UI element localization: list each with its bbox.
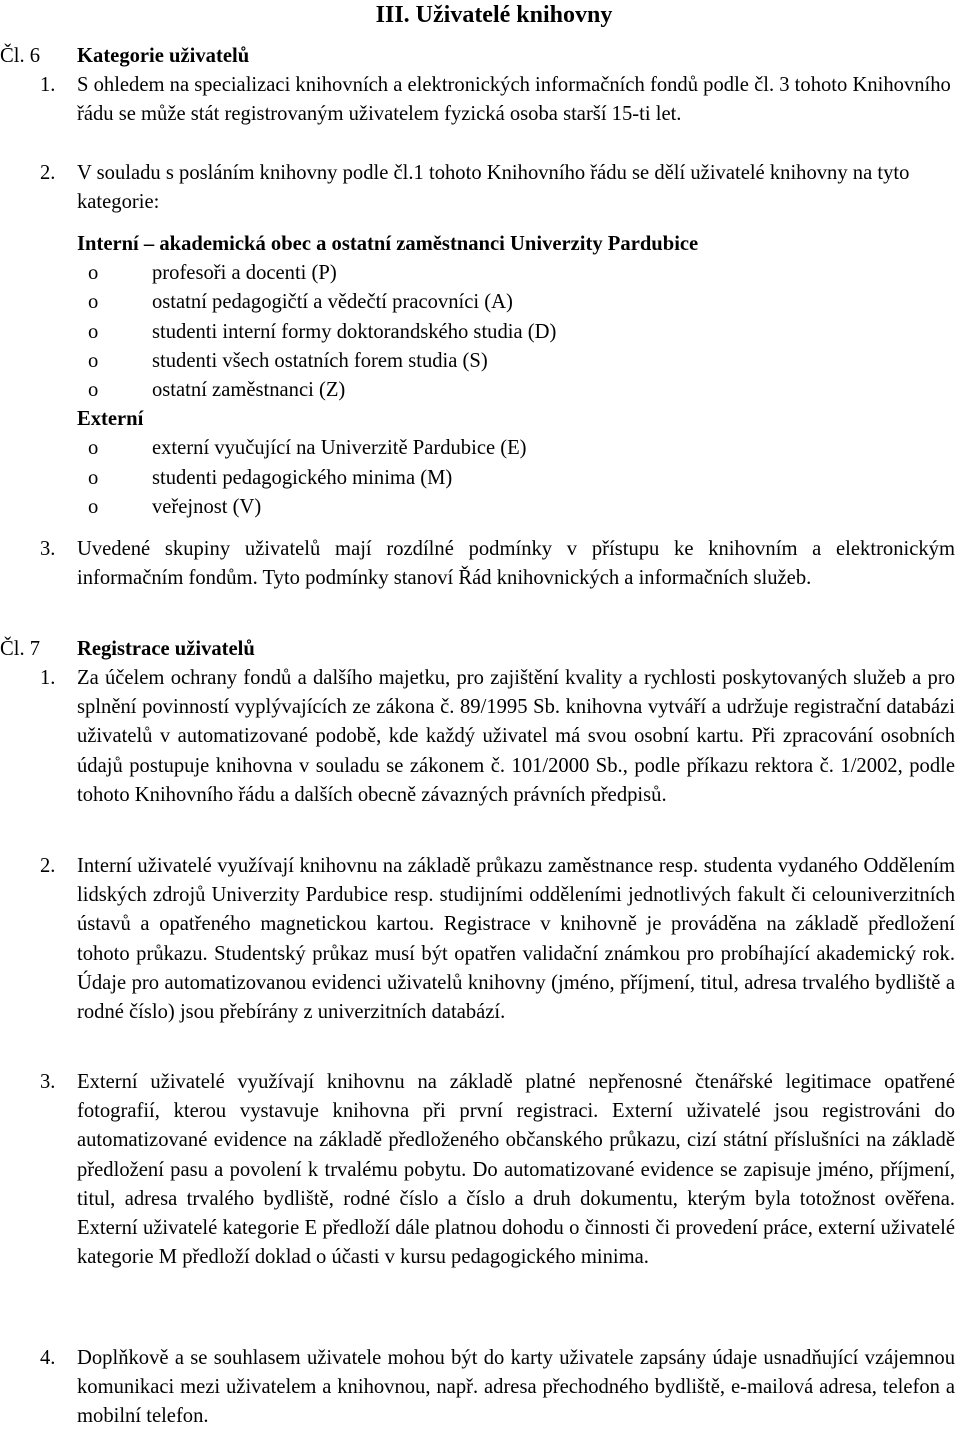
item-text: Externí uživatelé využívají knihovnu na základě platné nepřenosné čtenářské legitimace opatřené fotografií, kterou vystavuje knihovna při první registraci. Externí uživatelé jsou registrováni do automatizované evidence na základě předloženého občanského průkazu, cizí státní příslušníci na základě předložení pasu a povolení k trvalému pobytu. Do automatizované evidence se zapisuje jméno, příjmení, titul, adresa trvalého bydliště, rodné číslo a číslo a druh dokumentu, kterým byla totožnost ověřena. Externí uživatelé kategorie E předloží dále platnou dohodu o činnosti či provedení práce, externí uživatelé kategorie M předloží doklad o účasti v kursu pedagogického minima.: [77, 1071, 955, 1269]
bullet: o: [88, 379, 99, 402]
list-item: o ostatní zaměstnanci (Z): [77, 376, 955, 405]
item-text: Za účelem ochrany fondů a dalšího majetku, pro zajištění kvality a rychlosti poskytovaných služeb a pro splnění povinností vyplývajících ze zákona č. 89/1995 Sb. knihovna vytváří a udržuje registrační databázi uživatelů v automatizované podobě, kde každý uživatel má svou osobní kartu. Při zpracování osobních údajů postupuje knihovna v souladu se zákonem č. 101/2000 Sb., podle příkazu rektora č. 1/2002, podle tohoto Knihovního řádu a dalších obecně závazných právních předpisů.: [77, 667, 955, 806]
article-7-label: Čl. 7: [0, 638, 41, 660]
art7-item-4: [0, 1344, 955, 1432]
list-item: o ostatní pedagogičtí a vědečtí pracovníci (A): [77, 288, 955, 317]
bullet: o: [88, 291, 99, 314]
list-item: o studenti všech ostatních forem studia (S): [77, 347, 955, 376]
art6-item-1: [0, 71, 955, 129]
item-number: 2.: [40, 162, 56, 184]
art7-item-2: [0, 852, 955, 1027]
bullet: o: [88, 437, 99, 460]
chapter-title: III. Uživatelé knihovny: [375, 2, 613, 28]
bullet: o: [88, 349, 99, 372]
internal-group-heading: Interní – akademická obec a ostatní zaměstnanci Univerzity Pardubice: [77, 233, 699, 255]
external-group-heading: Externí: [77, 408, 144, 431]
bullet: o: [88, 495, 99, 518]
list-item: o veřejnost (V): [77, 493, 955, 522]
list-item: o studenti pedagogického minima (M): [77, 464, 955, 493]
external-categories-list: [77, 434, 955, 522]
item-number: 1.: [40, 667, 56, 689]
item-text: Uvedené skupiny uživatelů mají rozdílné podmínky v přístupu ke knihovním a elektronickým informačním fondům. Tyto podmínky stanoví Řád knihovnických a informačních služeb.: [77, 538, 955, 590]
internal-categories-list: [77, 259, 955, 405]
article-7-title: Registrace uživatelů: [77, 638, 255, 660]
item-number: 3.: [40, 538, 56, 560]
art7-item-3: [0, 1068, 955, 1272]
bullet: o: [88, 262, 99, 285]
art6-item-3: [0, 535, 955, 593]
item-text: S ohledem na specializaci knihovních a elektronických informačních fondů podle čl. 3 tohoto Knihovního řádu se může stát registrovaným uživatelem fyzická osoba starší 15-ti let.: [77, 74, 951, 126]
item-number: 3.: [40, 1071, 56, 1093]
item-text: Doplňkově a se souhlasem uživatele mohou být do karty uživatele zapsány údaje usnadňující vzájemnou komunikaci mezi uživatelem a knihovnou, např. adresa přechodného bydliště, e-mailová adresa, telefon a mobilní telefon.: [77, 1347, 955, 1428]
article-6-title: Kategorie uživatelů: [77, 45, 250, 67]
item-number: 4.: [40, 1347, 56, 1369]
art7-item-1: [0, 664, 955, 810]
item-number: 1.: [40, 74, 56, 96]
bullet: o: [88, 466, 99, 489]
item-number: 2.: [40, 855, 56, 877]
bullet: o: [88, 320, 99, 343]
list-item: o externí vyučující na Univerzitě Pardubice (E): [77, 434, 955, 463]
list-item: o studenti interní formy doktorandského studia (D): [77, 318, 955, 347]
item-text: Interní uživatelé využívají knihovnu na základě průkazu zaměstnance resp. studenta vydaného Oddělením lidských zdrojů Univerzity Pardubice resp. studijními odděleními jednotlivých fakult či celouniverzitních ústavů a opatřeného magnetickou kartou. Registrace v knihovně je prováděna na základě předložení tohoto průkazu. Studentský průkaz musí být opatřen validační známkou pro probíhající akademický rok. Údaje pro automatizovanou evidenci uživatelů knihovny (jméno, příjmení, titul, adresa trvalého bydliště a rodné číslo) jsou přebírány z univerzitních databází.: [77, 855, 955, 1024]
user-categories: [77, 230, 955, 522]
list-item: o profesoři a docenti (P): [77, 259, 955, 288]
item-text: V souladu s posláním knihovny podle čl.1 tohoto Knihovního řádu se dělí uživatelé knihovny na tyto kategorie:: [77, 162, 910, 214]
article-6-label: Čl. 6: [0, 45, 41, 67]
art6-item-2: [0, 159, 955, 217]
